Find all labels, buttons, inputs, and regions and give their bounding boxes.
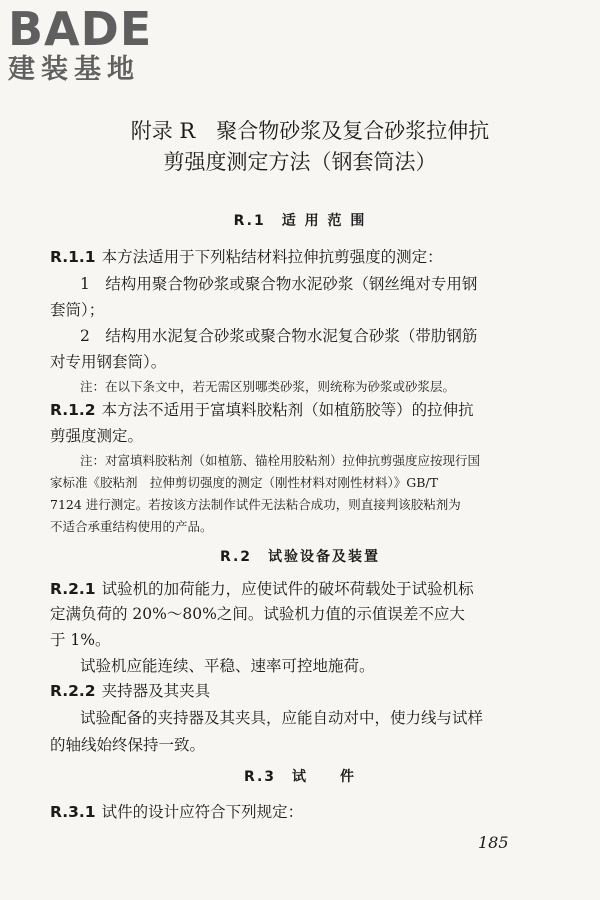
clause-r-1-1-item-1-line-2: 套筒）； <box>50 301 105 319</box>
clause-r-1-2-note-line-2: 家标准《胶粘剂 拉伸剪切强度的测定（刚性材料对刚性材料）》GB/T <box>50 475 438 490</box>
clause-number: R.2.1 <box>50 580 96 598</box>
appendix-title-line-1: 附录 R 聚合物砂浆及复合砂浆拉伸抗 <box>130 119 490 143</box>
clause-r-1-1 <box>50 246 530 268</box>
clause-text: 试件的设计应符合下列规定： <box>101 803 304 821</box>
clause-r-1-2-note-line-3: 7124 进行测定。若按该方法制作试件无法粘合成功，则直接判该胶粘剂为 <box>50 497 461 512</box>
clause-r-1-2-note-line-1: 注：对富填料胶粘剂（如植筋、锚栓用胶粘剂）拉伸抗剪强度应按现行国 <box>80 453 481 468</box>
logo <box>8 2 178 86</box>
clause-r-1-1-note: 注：在以下条文中，若无需区别哪类砂浆，则统称为砂浆或砂浆层。 <box>80 379 456 394</box>
appendix-title-line-2: 剪强度测定方法（钢套筒法） <box>163 150 437 174</box>
clause-number: R.2.2 <box>50 682 96 700</box>
clause-text: 本方法适用于下列粘结材料拉伸抗剪强度的测定： <box>101 248 443 266</box>
clause-r-1-2-line-2: 剪强度测定。 <box>50 427 144 445</box>
section-heading-r2: R.2 试验设备及装置 <box>219 549 381 565</box>
logo-wordmark: BADE <box>8 2 153 56</box>
clause-r-2-2-line-1: 试验配备的夹持器及其夹具，应能自动对中，使力线与试样 <box>80 709 484 727</box>
clause-number: R.1.1 <box>50 248 96 266</box>
clause-r-2-1-line-2: 定满负荷的 20%～80%之间。试验机力值的示值误差不应大 <box>50 605 465 623</box>
clause-r-1-1-item-2-line-2: 对专用钢套筒）。 <box>50 353 167 371</box>
section-heading-r3: R.3 试 件 <box>243 769 357 785</box>
clause-r-3-1 <box>50 801 530 823</box>
clause-text-line-1: 本方法不适用于富填料胶粘剂（如植筋胶等）的拉伸抗 <box>101 401 474 419</box>
section-heading-r1: R.1 适 用 范 围 <box>233 213 367 229</box>
clause-r-1-1-item-2-line-1: 2 结构用水泥复合砂浆或聚合物水泥复合砂浆（带肋钢筋 <box>80 327 478 345</box>
clause-number: R.1.2 <box>50 401 96 419</box>
clause-number: R.3.1 <box>50 803 96 821</box>
logo-subtitle: 建装基地 <box>8 54 140 85</box>
clause-r-2-1-line-4: 试验机应能连续、平稳、速率可控地施荷。 <box>80 657 375 675</box>
clause-r-1-2 <box>50 399 530 421</box>
clause-title: 夹持器及其夹具 <box>101 682 211 700</box>
clause-r-2-2 <box>50 680 530 702</box>
clause-r-1-2-note-line-4: 不适合承重结构使用的产品。 <box>50 519 213 534</box>
clause-r-2-1 <box>50 578 530 600</box>
page-number: 185 <box>478 833 509 852</box>
clause-r-1-1-item-1-line-1: 1 结构用聚合物砂浆或聚合物水泥砂浆（钢丝绳对专用钢 <box>80 275 478 293</box>
clause-r-2-2-line-2: 的轴线始终保持一致。 <box>50 736 206 754</box>
clause-r-2-1-line-3: 于 1%。 <box>50 631 111 649</box>
clause-text-line-1: 试验机的加荷能力，应使试件的破坏荷载处于试验机标 <box>101 580 474 598</box>
